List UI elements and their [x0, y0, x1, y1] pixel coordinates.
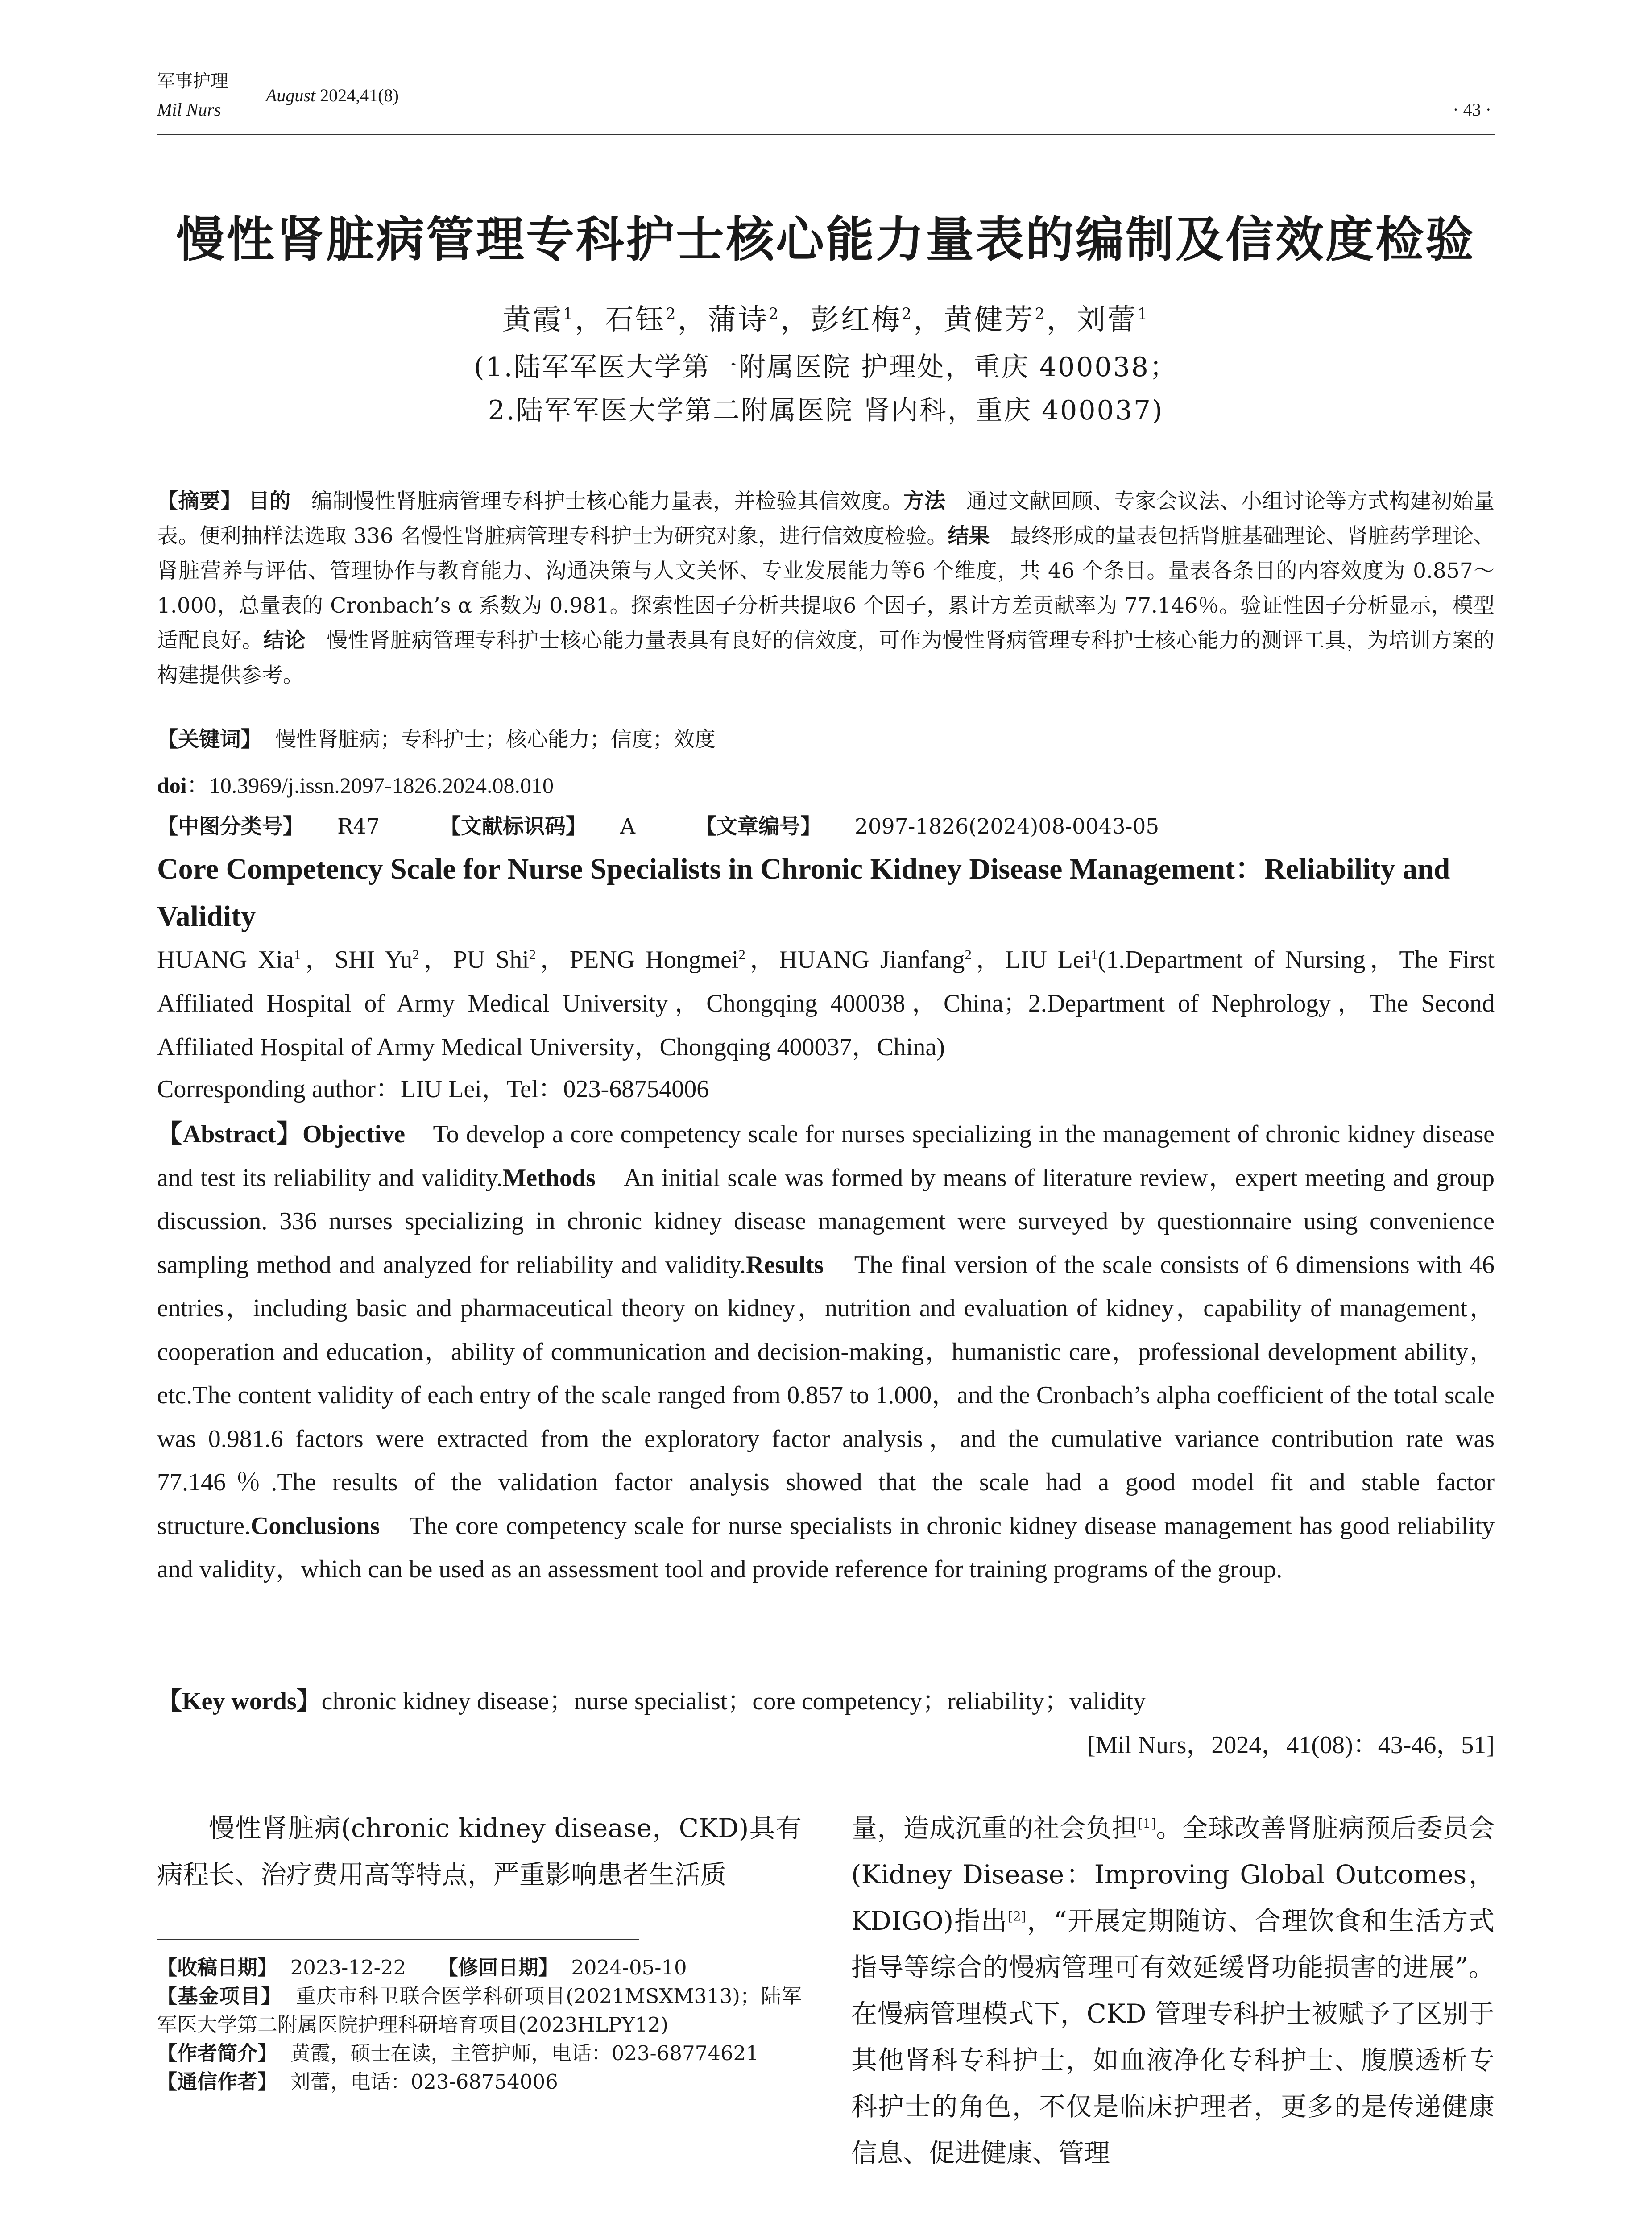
methods-text: 通过文献回顾、专家会议法、小组讨论等方式构建初始量表。便利抽样法选取 336 名慢性肾脏病管理专科护士为研究对象，进行信效度检验。 — [157, 489, 1495, 548]
objective-label: 目的 — [248, 489, 291, 514]
author-en: HUANG Jianfang$^2$， — [779, 946, 1006, 974]
methods-label: 方法 — [903, 489, 946, 514]
clc-label: 【中图分类号】 — [157, 814, 304, 839]
footnote-corresponding: 【通信作者】 刘蕾，电话：023-68754006 — [157, 2070, 558, 2094]
en-keywords-label: 【Key words】 — [157, 1688, 322, 1715]
article-number-label: 【文章编号】 — [695, 814, 821, 839]
classification-line — [157, 810, 1495, 840]
body-column-left: 慢性肾脏病(chronic kidney disease，CKD)具有病程长、治疗费用高等特点，严重影响患者生活质 — [157, 1813, 802, 1890]
en-methods-label: Methods — [502, 1164, 596, 1192]
en-objective-label: Objective — [302, 1120, 406, 1148]
author-en: PENG Hongmei$^2$， — [569, 946, 779, 974]
author-en: PU Shi$^2$， — [453, 946, 570, 974]
citation: [Mil Nurs，2024，41(08)：43-46，51] — [1087, 1731, 1495, 1759]
english-title: Core Competency Scale for Nurse Specialists in Chronic Kidney Disease Management：Reliability and Validity — [157, 853, 1450, 933]
body-text: 。全球改善肾脏病预后委员会(Kidney Disease：Improving Global Outcomes，KDIGO)指出 — [851, 1813, 1495, 1936]
en-results-label: Results — [746, 1251, 824, 1279]
header-divider — [157, 134, 1495, 135]
journal-name-cn: 军事护理 — [157, 71, 228, 91]
en-results-text: The final version of the scale consists of 6 dimensions with 46 entries，including basic and pharmaceutical theory on kidney，nutrition and evaluation of kidney，capability of management，cooperation and education，ability of communication and decision-making，humanistic care，professional development ability，etc.The content validity of each entry of the scale ranged from 0.857 to 1.000，and the Cronbach’s alpha coefficient of the total scale was 0.981.6 factors were extracted from the exploratory factor analysis，and the cumulative variance contribution rate was 77.146％.The results of the validation factor analysis showed that the scale had a good model fit and stable factor structure. — [157, 1251, 1495, 1540]
author: 刘蕾$^1$ — [1076, 303, 1150, 336]
en-conclusions-label: Conclusions — [250, 1512, 380, 1540]
english-author-block — [157, 938, 1495, 1069]
keywords-label: 【关键词】 — [157, 727, 262, 752]
issue-month: August — [266, 85, 316, 105]
reference-marker[interactable]: [1] — [1138, 1816, 1156, 1831]
reference-marker[interactable]: [2] — [1007, 1908, 1027, 1924]
english-abstract — [157, 1113, 1495, 1592]
conclusion-label: 结论 — [263, 628, 306, 653]
author: 蒲诗$^2$， — [708, 303, 811, 336]
journal-name-en: Mil Nurs — [157, 100, 221, 120]
keywords-cn — [157, 723, 1495, 753]
footnotes — [157, 1953, 802, 2096]
body-text: 量，造成沉重的社会负担 — [851, 1813, 1138, 1843]
author-en: SHI Yu$^2$， — [335, 946, 453, 974]
en-abstract-label: 【Abstract】 — [157, 1120, 302, 1148]
doi-label: doi — [157, 773, 187, 798]
doi-line — [157, 767, 1495, 800]
keywords-text: 慢性肾脏病；专科护士；核心能力；信度；效度 — [275, 727, 716, 752]
body-text: ，“开展定期随访、合理饮食和生活方式指导等综合的慢病管理可有效延缓肾功能损害的进展”。在慢病管理模式下，CKD 管理专科护士被赋予了区别于其他肾科专科护士，如血液净化专科护士、腹膜透析专科护士的角色，不仅是临床护理者，更多的是传递健康信息、促进健康、管理 — [851, 1906, 1495, 2168]
footnote-divider — [157, 1939, 639, 1940]
article-title: 慢性肾脏病管理专科护士核心能力量表的编制及信效度检验 — [176, 212, 1475, 268]
en-conclusions-text: The core competency scale for nurse specialists in chronic kidney disease management has good reliability and validity，which can be used as an assessment tool and provide reference for training programs of the group. — [157, 1512, 1495, 1583]
affiliation-2: 2.陆军军医大学第二附属医院 肾内科，重庆 400037) — [488, 395, 1164, 426]
doc-code-label: 【文献标识码】 — [440, 814, 587, 839]
chinese-abstract — [157, 484, 1495, 693]
author-en: LIU Lei$^1$ — [1005, 946, 1098, 974]
author: 石钰$^2$， — [605, 303, 708, 336]
author-list — [157, 297, 1495, 338]
author-en: HUANG Xia$^1$， — [157, 946, 335, 974]
objective-text: 编制慢性肾脏病管理专科护士核心能力量表，并检验其信效度。 — [311, 489, 903, 514]
author: 黄健芳$^2$， — [944, 303, 1077, 336]
affiliation-1: (1.陆军军医大学第一附属医院 护理处，重庆 400038； — [474, 352, 1178, 383]
clc-value: R47 — [337, 814, 380, 839]
results-label: 结果 — [948, 524, 990, 548]
en-objective-text: To develop a core competency scale for nurses specializing in the management of chronic kidney disease and test its reliability and validity. — [157, 1120, 1495, 1192]
author: 彭红梅$^2$， — [811, 303, 944, 336]
doi-value[interactable]: ：10.3969/j.issn.2097-1826.2024.08.010 — [186, 773, 554, 798]
english-affiliation: (1.Department of Nursing，The First Affiliated Hospital of Army Medical University，Chongqing 400038，China；2.Department of Nephrology，The Second Affiliated Hospital of Army Medical University，Chongqing 400037，China) — [157, 946, 1495, 1061]
footnote-author: 【作者简介】 黄霞，硕士在读，主管护师，电话：023-68774621 — [157, 2041, 759, 2065]
footnote-dates: 【收稿日期】 2023-12-22 【修回日期】 2024-05-10 — [157, 1956, 687, 1979]
en-keywords-text: chronic kidney disease；nurse specialist；core competency；reliability；validity — [321, 1688, 1146, 1715]
results-text: 最终形成的量表包括肾脏基础理论、肾脏药学理论、肾脏营养与评估、管理协作与教育能力、沟通决策与人文关怀、专业发展能力等6 个维度，共 46 个条目。量表各条目的内容效度为 0.857～1.000，总量表的 Cronbach’s α 系数为 0.981。探索性因子分析共提取6 个因子，累计方差贡献率为 77.146％。验证性因子分析显示，模型适配良好。 — [157, 524, 1495, 653]
author: 黄霞$^1$， — [502, 303, 605, 336]
issue-info — [266, 85, 399, 106]
corresponding-author: Corresponding author：LIU Lei，Tel：023-68754006 — [157, 1075, 709, 1103]
conclusion-text: 慢性肾脏病管理专科护士核心能力量表具有良好的信效度，可作为慢性肾病管理专科护士核心能力的测评工具，为培训方案的构建提供参考。 — [157, 628, 1495, 688]
doc-code-value: A — [620, 814, 636, 839]
english-keywords — [157, 1681, 1495, 1717]
en-methods-text: An initial scale was formed by means of literature review，expert meeting and group discussion. 336 nurses specializing in chronic kidney disease management were surveyed by questionnaire using convenience sampling method and analyzed for reliability and validity. — [157, 1164, 1495, 1279]
page-number: · 43 · — [1453, 100, 1491, 120]
article-number-value: 2097-1826(2024)08-0043-05 — [854, 814, 1159, 839]
body-column-right — [851, 1805, 1495, 2176]
issue-volume: 2024,41(8) — [320, 85, 399, 105]
footnote-fund: 【基金项目】 重庆市科卫联合医学科研项目(2021MSXM313)；陆军军医大学第二附属医院护理科研培育项目(2023HLPY12) — [157, 1984, 802, 2036]
abstract-label: 【摘要】 — [157, 489, 242, 514]
